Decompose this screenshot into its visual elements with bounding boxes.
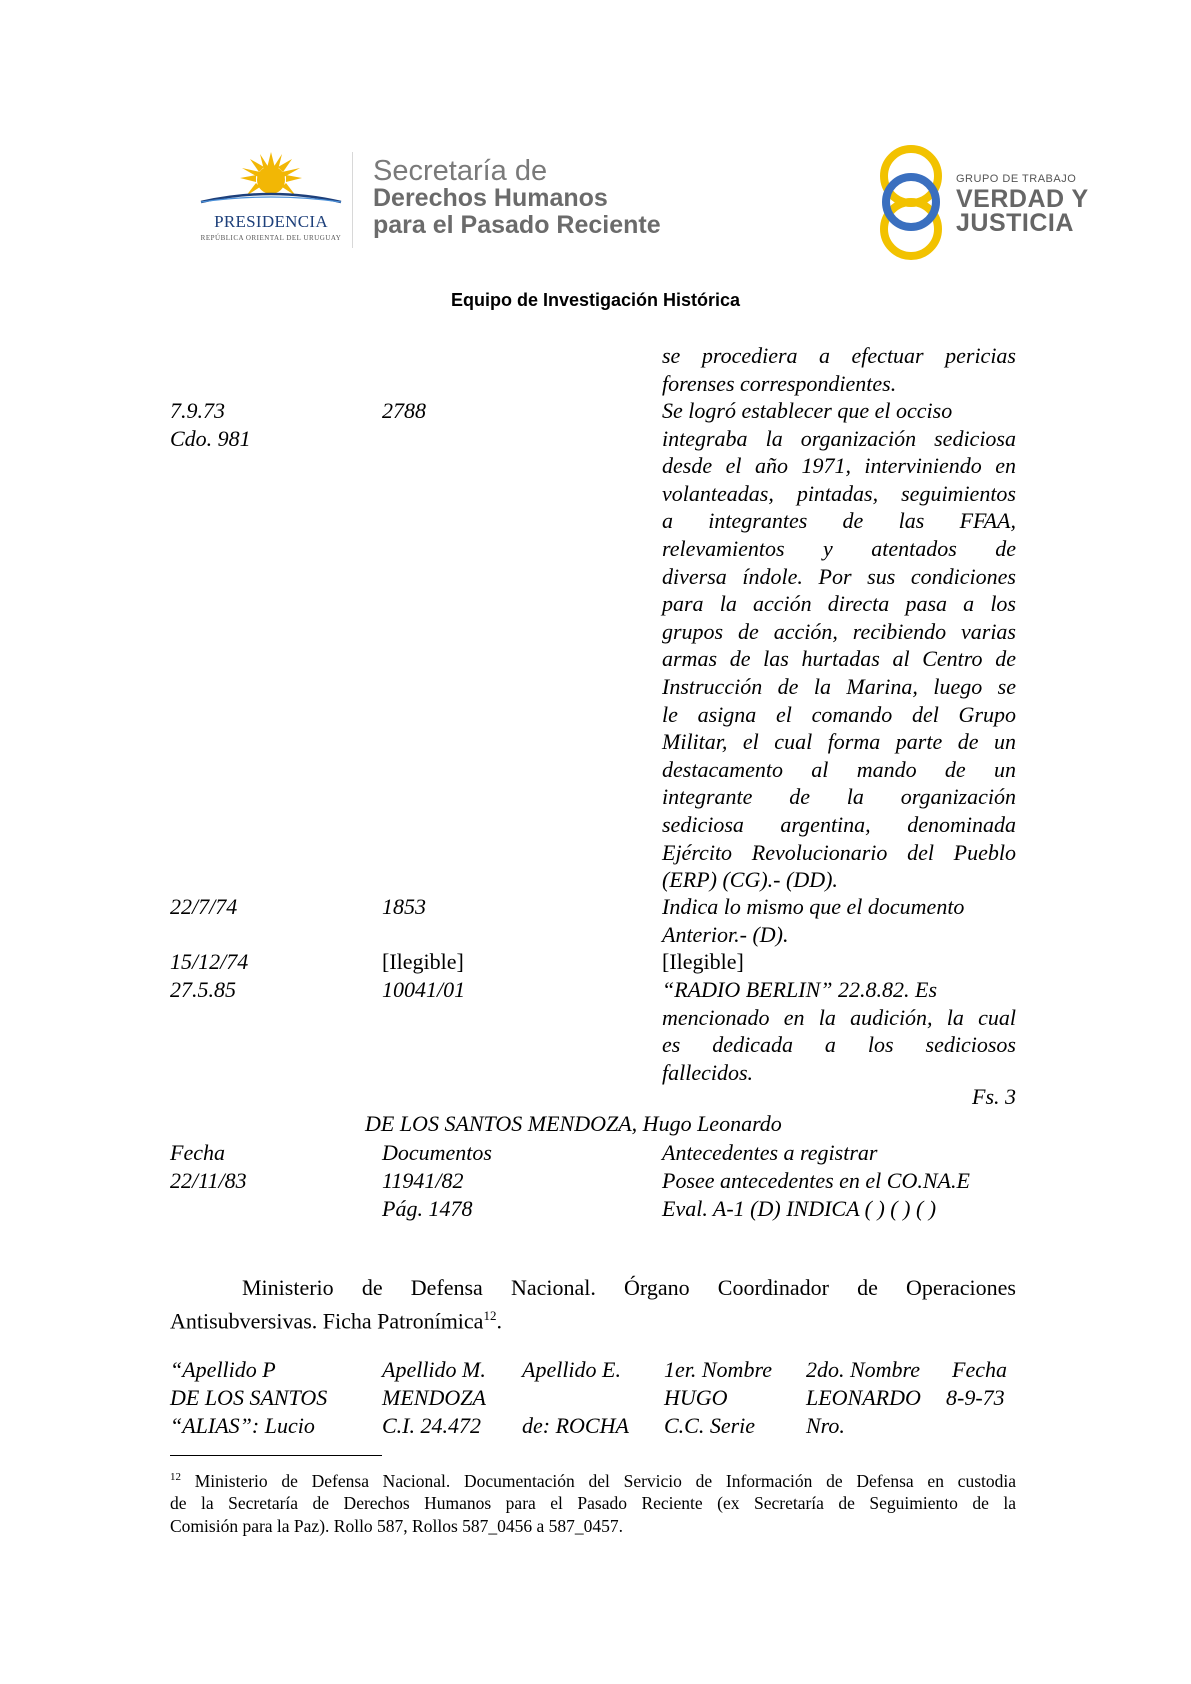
desc-line: relevamientos y atentados de	[662, 535, 1016, 561]
desc-line: Anterior.- (D).	[662, 921, 789, 947]
ficha-col-apellido-e	[522, 1356, 629, 1440]
ficha-cell: 1er. Nombre	[664, 1357, 772, 1382]
ficha-cell: 2do. Nombre	[806, 1357, 921, 1382]
ficha-cell	[522, 1384, 629, 1412]
secretaria-logo-text	[373, 155, 661, 239]
desc-line: para la acción directa pasa a los	[662, 591, 1016, 617]
sun-emblem-icon	[196, 150, 346, 210]
column-header-antecedentes: Antecedentes a registrar	[662, 1140, 878, 1165]
page-header	[0, 0, 1191, 320]
grupo-de-trabajo-label: GRUPO DE TRABAJO	[956, 173, 1077, 185]
record2-date: 22/11/83	[170, 1168, 247, 1193]
ficha-cell: 8-9-73	[946, 1385, 1005, 1410]
desc-line: destacamento al mando de un	[662, 756, 1016, 782]
presidencia-subtitle: REPÚBLICA ORIENTAL DEL URUGUAY	[200, 234, 342, 242]
page-reference: Fs. 3	[972, 1084, 1016, 1109]
footnote-number: 12	[170, 1471, 181, 1483]
record2-desc-line: Posee antecedentes en el CO.NA.E	[662, 1168, 970, 1193]
ficha-cell: MENDOZA	[382, 1385, 486, 1410]
record2-page: Pág. 1478	[382, 1196, 473, 1221]
footnote-marker: 12	[483, 1307, 497, 1323]
desc-line: integraba la organización sediciosa	[662, 425, 1016, 451]
desc-line: a integrantes de las FFAA,	[662, 508, 1016, 534]
paragraph-line-1: Ministerio de Defensa Nacional. Órgano Coordinador de Operaciones	[242, 1275, 1016, 1300]
person-name-heading: DE LOS SANTOS MENDOZA, Hugo Leonardo	[365, 1111, 782, 1136]
paragraph-end: .	[496, 1307, 502, 1333]
desc-line: Ejército Revolucionario del Pueblo	[662, 839, 1016, 865]
desc-line: Instrucción de la Marina, luego se	[662, 673, 1016, 699]
linked-rings-icon	[876, 140, 946, 265]
desc-line: grupos de acción, recibiendo varias	[662, 618, 1016, 644]
desc-line: Indica lo mismo que el documento	[662, 894, 965, 919]
entry-3-date: 15/12/74	[170, 949, 249, 974]
ficha-cell: DE LOS SANTOS	[170, 1385, 328, 1410]
secretaria-line-2: Derechos Humanos	[373, 184, 608, 212]
desc-line: volanteadas, pintadas, seguimientos	[662, 480, 1016, 506]
ficha-cell: Apellido M.	[382, 1357, 486, 1382]
entry-1-command: Cdo. 981	[170, 426, 251, 451]
ficha-col-apellido-m	[382, 1356, 486, 1440]
entry-1-doc: 2788	[382, 398, 426, 423]
header-divider	[352, 152, 353, 248]
desc-line: integrante de la organización	[662, 784, 1016, 810]
entry-0-description	[662, 342, 1016, 397]
ficha-cell: C.I. 24.472	[382, 1413, 481, 1438]
team-title: Equipo de Investigación Histórica	[450, 290, 741, 310]
desc-line: se procediera a efectuar pericias	[662, 343, 1016, 368]
desc-line: Militar, el cual forma parte de un	[662, 729, 1016, 755]
presidencia-logo	[196, 150, 346, 250]
ficha-cell: “ALIAS”: Lucio	[170, 1413, 315, 1438]
secretaria-line-1: Secretaría de	[373, 155, 548, 187]
desc-line: armas de las hurtadas al Centro de	[662, 646, 1016, 672]
entry-2-date: 22/7/74	[170, 894, 238, 919]
column-header-documentos: Documentos	[382, 1140, 492, 1165]
presidencia-wordmark: PRESIDENCIA	[214, 212, 328, 231]
entry-4-date: 27.5.85	[170, 977, 236, 1002]
desc-line: desde el año 1971, interviniendo en	[662, 453, 1016, 479]
footnote-text: Ministerio de Defensa Nacional. Documentación del Servicio de Información de Defensa en custodia	[181, 1470, 1016, 1491]
desc-line: “RADIO BERLIN” 22.8.82. Es	[662, 977, 937, 1002]
entry-4-doc: 10041/01	[382, 977, 466, 1002]
footnote-line-1	[170, 1466, 1016, 1492]
footnote-separator	[170, 1455, 382, 1456]
desc-line: sediciosa argentina, denominada	[662, 811, 1016, 837]
justicia-label: JUSTICIA	[956, 209, 1074, 237]
paragraph-line-2: Antisubversivas. Ficha Patronímica	[170, 1307, 484, 1333]
ficha-cell: “Apellido P	[170, 1357, 276, 1382]
entry-1-date: 7.9.73	[170, 398, 225, 423]
desc-line: le asigna el comando del Grupo	[662, 701, 1016, 727]
ficha-cell: HUGO	[664, 1385, 728, 1410]
ficha-col-2do-nombre	[806, 1356, 921, 1440]
desc-line: mencionado en la audición, la cual	[662, 1004, 1016, 1030]
ficha-cell: C.C. Serie	[664, 1413, 756, 1438]
desc-line: forenses correspondientes.	[662, 370, 897, 396]
verdad-y-label: VERDAD Y	[956, 185, 1089, 213]
footnote-line-2: de la Secretaría de Derechos Humanos para el Pasado Reciente (ex Secretaría de Seguimiento de la	[170, 1493, 1016, 1514]
ficha-cell: Apellido E.	[522, 1357, 621, 1382]
record2-desc-line: Eval. A-1 (D) INDICA ( ) ( ) ( )	[662, 1196, 937, 1221]
ficha-col-1er-nombre	[664, 1356, 772, 1440]
footnote-line-3: Comisión para la Paz). Rollo 587, Rollos 587_0456 a 587_0457.	[170, 1515, 624, 1536]
entry-1-description	[662, 397, 1016, 894]
ficha-col-fecha	[946, 1356, 1007, 1412]
entry-2-description	[662, 893, 1016, 948]
ficha-cell: LEONARDO	[806, 1385, 921, 1410]
entry-3-description: [Ilegible]	[662, 949, 744, 974]
ficha-col-apellido-p	[170, 1356, 327, 1440]
desc-line: (ERP) (CG).- (DD).	[662, 867, 838, 893]
secretaria-line-3: para el Pasado Reciente	[373, 211, 661, 239]
entry-4-description	[662, 976, 1016, 1086]
entry-3-doc: [Ilegible]	[382, 949, 464, 974]
desc-line: es dedicada a los sediciosos	[662, 1032, 1016, 1058]
body-paragraph	[170, 1274, 1016, 1335]
column-header-fecha: Fecha	[170, 1140, 225, 1165]
verdad-justicia-logo	[876, 140, 1096, 265]
record2-doc: 11941/82	[382, 1168, 464, 1193]
ficha-cell: de: ROCHA	[522, 1413, 629, 1438]
desc-line: Se logró establecer que el occiso	[662, 398, 953, 423]
ficha-cell: Fecha	[952, 1357, 1007, 1382]
desc-line: diversa índole. Por sus condiciones	[662, 563, 1016, 589]
desc-line: fallecidos.	[662, 1059, 754, 1085]
footnote	[170, 1466, 1016, 1537]
ficha-cell: Nro.	[806, 1413, 845, 1438]
entry-2-doc: 1853	[382, 894, 426, 919]
